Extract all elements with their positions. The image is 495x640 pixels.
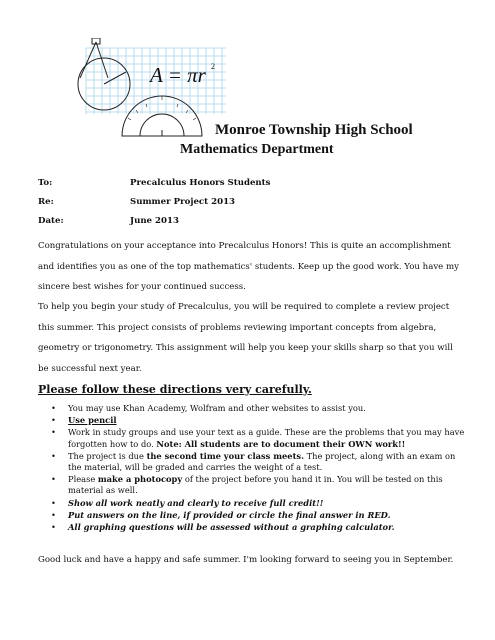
memo-key: Re: (38, 197, 54, 207)
list-item (38, 498, 468, 509)
directions-heading: Please follow these directions very carefully. (38, 383, 312, 396)
memo-value: Precalculus Honors Students (130, 178, 271, 188)
bullet-text: Use pencil (68, 415, 117, 426)
bullet-text: All graphing questions will be assessed without a graphing calculator. (68, 522, 395, 533)
closing-paragraph: Good luck and have a happy and safe summer. I'm looking forward to seeing you in September. (38, 555, 454, 565)
bullet-emphasis: the second time your class meets. (146, 450, 304, 461)
memo-value: June 2013 (130, 216, 179, 226)
formula-exponent: 2 (211, 62, 215, 71)
bullet-text: Work in study groups and use your text as a guide. These are the problems that you may have forgotten how to do. (68, 427, 465, 449)
bullet-text: You may use Khan Academy, Wolfram and other websites to assist you. (68, 403, 366, 413)
math-logo-icon (68, 38, 228, 138)
bullet-icon: • (51, 474, 56, 485)
bullet-icon: • (51, 415, 56, 426)
bullet-text: The project is due (68, 450, 144, 461)
list-item (38, 522, 468, 533)
project-intro-paragraph: To help you begin your study of Precalculus, you will be required to complete a review project this summer. This project consists of problems reviewing important concepts from algebra, geometry or trigonometry. This assignment will help you keep your skills sharp so that you will be successful next year. (38, 302, 453, 374)
congratulations-paragraph: Congratulations on your acceptance into Precalculus Honors! This is quite an accomplishment and identifies you as one of the top mathematics' students. Keep up the good work. You have my sincere best wishes for your continued success. (38, 241, 460, 292)
school-name: Monroe Township High School (215, 122, 413, 138)
bullet-icon: • (51, 427, 56, 438)
list-item (38, 415, 468, 426)
bullet-text: Please (68, 474, 96, 485)
memo-value: Summer Project 2013 (130, 197, 236, 207)
bullet-emphasis: Note: All students are to document their OWN work!! (156, 438, 406, 449)
bullet-text: of the project before you hand it in. You will be tested on this material as well. (68, 474, 443, 496)
list-item (38, 510, 468, 521)
bullet-emphasis: make a photocopy (97, 474, 183, 485)
memo-key: To: (38, 178, 53, 188)
bullet-text: Show all work neatly and clearly to receive full credit!! (68, 497, 324, 508)
bullet-icon: • (51, 522, 56, 533)
list-item (38, 427, 468, 449)
bullet-icon: • (51, 509, 56, 520)
bullet-text: The project, along with an exam on the material, will be graded and carries the weight of a test. (68, 450, 456, 473)
directions-list (38, 403, 468, 534)
department-name: Mathematics Department (180, 142, 334, 157)
area-formula: A = πr (150, 63, 206, 87)
bullet-text: Put answers on the line, if provided or circle the final answer in RED. (68, 509, 391, 520)
memo-key: Date: (38, 216, 64, 226)
list-item (38, 474, 468, 496)
bullet-icon: • (51, 450, 56, 461)
bullet-icon: • (51, 403, 56, 413)
list-item (38, 451, 468, 473)
list-item (38, 403, 468, 414)
bullet-icon: • (51, 497, 56, 508)
